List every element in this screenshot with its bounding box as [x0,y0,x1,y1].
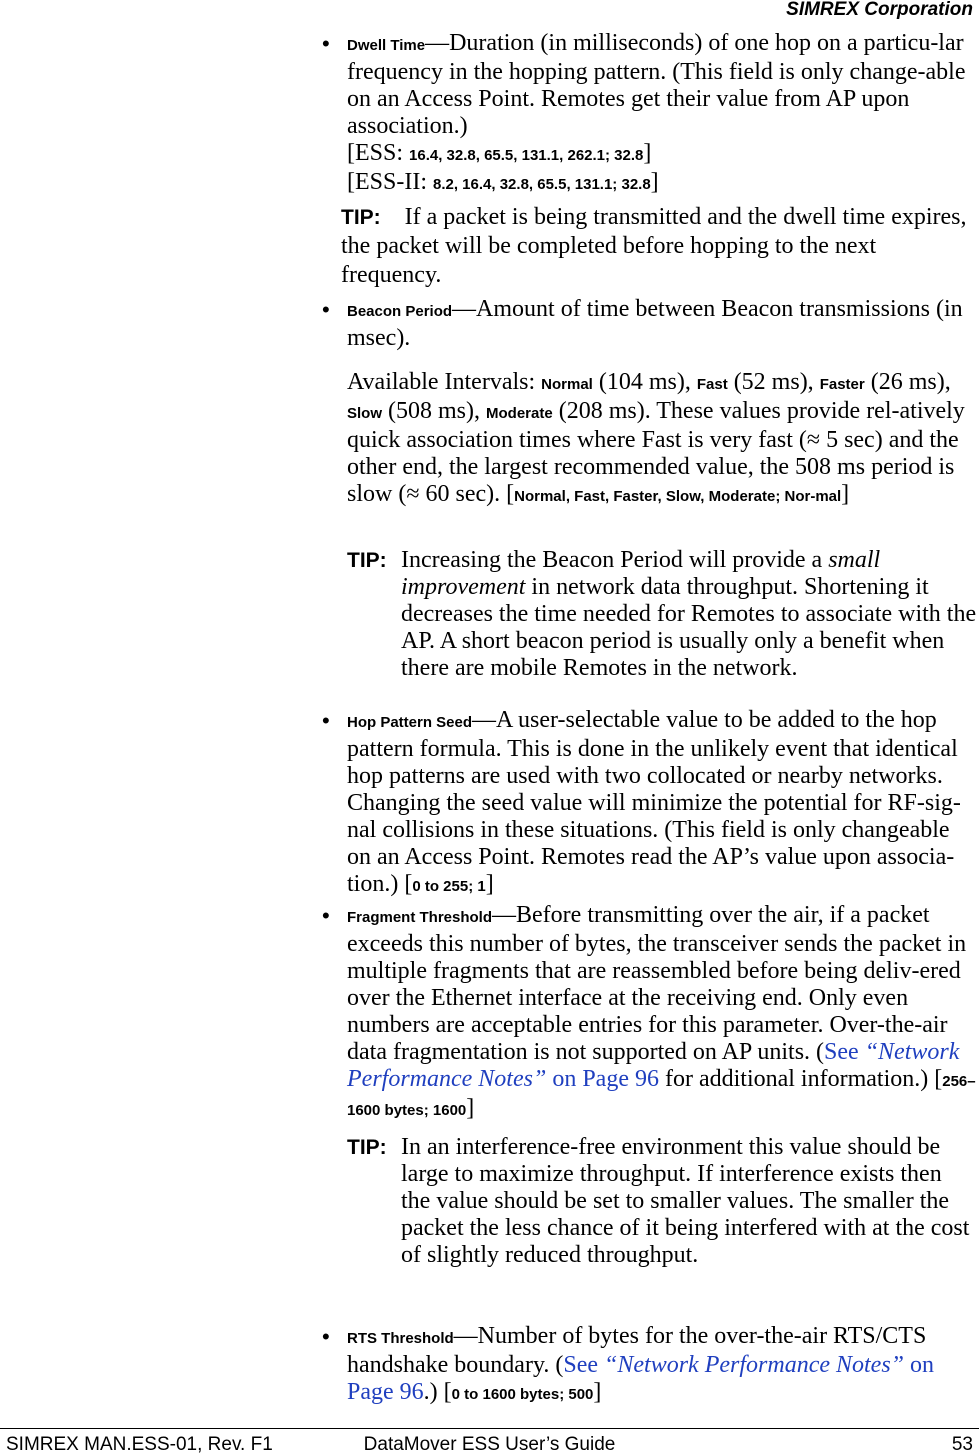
beacon-values: Normal, Fast, Faster, Slow, Moderate; Nor-mal [514,488,842,505]
fragment-after: for additional information.) [ [658,1066,943,1092]
tip-dwell-text: If a packet is being transmitted and the dwell time expires, the packet will be completed before hopping to the next frequency. [341,204,967,288]
fragment-threshold-item [322,902,976,1124]
slow-label: Slow [347,405,383,422]
faster-label: Faster [819,376,865,393]
faster-text: (26 ms), [864,369,951,395]
moderate-label: Moderate [486,405,553,422]
rts-after: .) [ [423,1379,452,1405]
bracket: ] [841,481,850,507]
dwell-time-item [322,30,976,198]
ess-values: 16.4, 32.8, 65.5, 131.1, 262.1; 32.8 [409,147,644,164]
tip-dwell [341,203,977,290]
ess2-values: 8.2, 16.4, 32.8, 65.5, 131.1; 32.8 [433,176,651,193]
beacon-period-item [322,296,976,352]
bracket: ] [466,1095,475,1121]
ess2-label: [ESS-II: [347,169,433,195]
rts-threshold-item [322,1323,976,1408]
slow-text: (508 ms), [382,398,487,424]
tip-label: TIP: [347,549,387,572]
hop-pattern-seed-item [322,707,976,900]
footer-title: DataMover ESS User’s Guide [363,1434,616,1455]
dwell-time-desc: —Duration (in milliseconds) of one hop on a particu-lar frequency in the hopping pattern. (This field is only change-able on an Access Point. Remotes get their value from AP upon association.) [347,30,966,139]
fast-text: (52 ms), [727,369,820,395]
dwell-time-term: Dwell Time [347,37,426,54]
tip-beacon-emphasis: small improvement [401,547,881,600]
tip-fragment [347,1134,977,1269]
tip-beacon [347,547,977,682]
fragment-threshold-desc: —Before transmitting over the air, if a packet exceeds this number of bytes, the transceiver sends the packet in multiple fragments that are reassembled before being deliv-ered over the Ethernet interface at the receiving end. Only even numbers are acceptable entries for this parameter. Over-the-air data fragmentation is not supported on AP units. ( [347,902,967,1065]
tip-beacon-text: Increasing the Beacon Period will provide a [401,547,829,573]
normal-text: (104 ms), [592,369,697,395]
footer-rule [0,1428,979,1429]
rts-values: 0 to 1600 bytes; 500 [451,1386,594,1403]
link-see: See [824,1039,865,1065]
hop-pattern-seed-term: Hop Pattern Seed [347,714,473,731]
link-title: “Network Performance Notes” [604,1352,905,1378]
bracket: ] [485,871,494,897]
rts-threshold-term: RTS Threshold [347,1330,454,1347]
hop-values: 0 to 255; 1 [412,878,486,895]
link-title: “Network Performance Notes” [347,1039,960,1092]
bullet: • [322,1324,330,1349]
bracket: ] [643,140,652,166]
link-page: on Page 96 [546,1066,659,1092]
hop-pattern-seed-desc: —A user-selectable value to be added to the hop pattern formula. This is done in the unlikely event that identical hop patterns are used with two collocated or nearby networks. Changing the seed value will minimize the potential for RF-sig-nal collisions in these situations. (This field is only changeable on an Access Point. Remotes read the AP’s value upon associa-tion.) [ [347,707,961,897]
bracket: ] [650,169,659,195]
beacon-period-term: Beacon Period [347,303,453,320]
tip-fragment-text: In an interference-free environment this value should be large to maximize throughput. If interference exists then the value should be set to smaller values. The smaller the packet the less chance of it being interfered with at the cost of slightly reduced throughput. [401,1134,970,1268]
bullet: • [322,708,330,733]
tip-beacon-text-after: in network data throughput. Shortening it decreases the time needed for Remotes to associate with the AP. A short beacon period is usually only a benefit when there are mobile Remotes in the network. [401,574,977,681]
footer-doc-id: SIMREX MAN.ESS-01, Rev. F1 [6,1434,273,1455]
rts-threshold-desc: —Number of bytes for the over-the-air RTS/CTS handshake boundary. ( [347,1323,927,1378]
footer-page-number: 53 [951,1434,973,1455]
bullet: • [322,297,330,322]
bullet: • [322,31,330,56]
intervals-lead: Available Intervals: [347,369,542,395]
tip-label: TIP: [341,206,381,229]
fragment-threshold-term: Fragment Threshold [347,909,493,926]
header-company: SIMREX Corporation [786,0,973,20]
fragment-values: 256–1600 bytes; 1600 [347,1073,976,1119]
fast-label: Fast [696,376,728,393]
beacon-intervals [347,369,977,510]
bracket: ] [593,1379,602,1405]
normal-label: Normal [541,376,593,393]
link-page: on Page 96 [347,1352,935,1405]
ess-label: [ESS: [347,140,410,166]
link-see: See [563,1352,605,1378]
moderate-text: (208 ms). These values provide rel-atively quick association times where Fast is very fast (≈ 5 sec) and the other end, the largest recommended value, the 508 ms period is slow (≈ 60 sec). [ [347,398,965,507]
bullet: • [322,903,330,928]
beacon-period-desc: —Amount of time between Beacon transmissions (in msec). [347,296,963,351]
tip-label: TIP: [347,1136,387,1159]
